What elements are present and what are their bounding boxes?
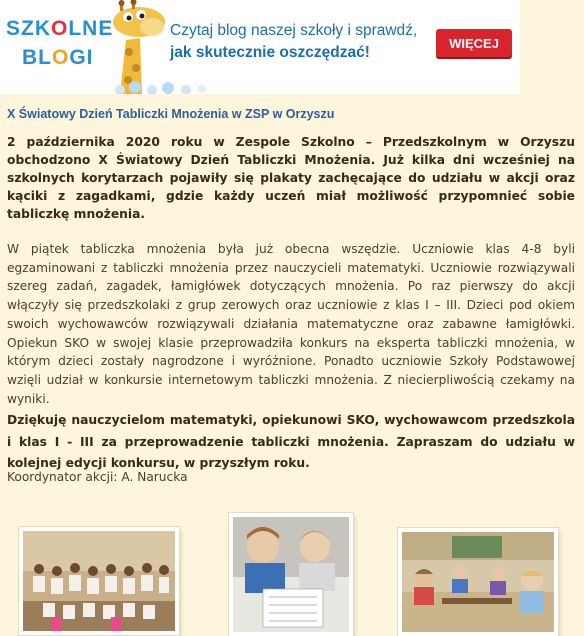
gallery-photo-2[interactable] <box>229 513 353 636</box>
more-button[interactable]: WIĘCEJ <box>436 29 512 57</box>
blogi-logo-text: BLOGI <box>22 46 94 69</box>
classroom-photo-icon <box>402 532 554 632</box>
banner-message <box>170 20 450 64</box>
children-group-photo-icon <box>23 531 175 631</box>
article-title[interactable]: X Światowy Dzień Tabliczki Mnożenia w ZSP w Orzyszu <box>7 107 335 121</box>
article-body: W piątek tabliczka mnożenia była już obecna wszędzie. Uczniowie klas 4-8 byli egzaminowani z tabliczki mnożenia przez nauczycieli matematyki. Uczniowie rozwiązywali szereg zadań, zagadek, łamigłówek dotyczących mnożenia. Po raz pierwszy do akcji włączyły się przedszkolaki z grup zerowych oraz uczniowie z klas I – III. Dzieci pod okiem swoich wychowawców rozwiązywali działania matematyczne oraz zabawne łamigłówki. Opiekun SKO w swojej klasie przeprowadziła konkurs na eksperta tabliczki mnożenia, w którym dzieci zostały nagrodzone i wyróżnione. Ponadto uczniowie Szkoły Podstawowej wzięli udział w konkursie internetowym tabliczki mnożenia. Z niecierpliwością czekamy na wyniki. <box>7 242 575 406</box>
banner-text-line2: jak skutecznie oszczędzać! <box>170 44 370 61</box>
article-thanks: Dziękuję nauczycielom matematyki, opiekunowi SKO, wychowawcom przedszkola i klas I - III za przeprowadzenie tabliczki mnożenia. Zapraszam do udziału w kolejnej edycji konkursu, w przyszłym roku. <box>7 413 575 470</box>
blog-banner[interactable] <box>0 0 520 94</box>
banner-text-line1: Czytaj blog naszej szkoły i sprawdź, <box>170 22 418 39</box>
bubbles-decoration-icon <box>0 78 520 94</box>
szkolne-logo-text: SZKOLNE <box>6 17 114 40</box>
gallery-photo-1[interactable] <box>19 527 179 635</box>
gallery-photo-3[interactable] <box>398 528 558 636</box>
article-lead: 2 października 2020 roku w Zespole Szkolno – Przedszkolnym w Orzyszu obchodzono X Światowy Dzień Tabliczki Mnożenia. Już kilka dni wcześniej na szkolnych korytarzach pojawiły się plakaty zachęcające do udziału w akcji oraz kąciki z zagadkami, gdzie każdy uczeń miał możliwość przypomnieć sobie tabliczkę mnożenia. <box>7 135 575 221</box>
children-working-photo-icon <box>233 517 349 632</box>
coordinator-line: Koordynator akcji: A. Narucka <box>7 470 188 484</box>
